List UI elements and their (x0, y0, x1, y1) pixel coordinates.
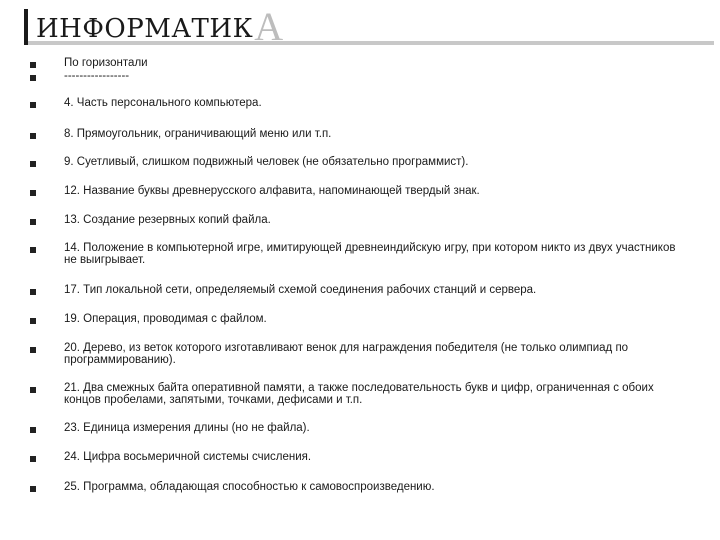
list-item-heading (30, 57, 700, 69)
list-item (30, 481, 700, 493)
slide-title-accent-letter: А (254, 4, 284, 49)
list-item (30, 185, 700, 197)
list-item (30, 284, 700, 296)
clue-text: 24. Цифра восьмеричной системы счисления. (64, 451, 312, 463)
section-separator: ----------------- (64, 70, 130, 82)
bullet-icon (30, 318, 36, 324)
bullet-icon (30, 190, 36, 196)
list-item (30, 451, 700, 463)
bullet-icon (30, 427, 36, 433)
clue-text: 25. Программа, обладающая способностью к самовоспроизведению. (64, 481, 435, 493)
list-item (30, 128, 700, 140)
clue-text: 13. Создание резервных копий файла. (64, 214, 271, 226)
bullet-icon (30, 133, 36, 139)
clue-text: 12. Название буквы древнерусского алфавита, напоминающей твердый знак. (64, 185, 480, 197)
list-item (30, 156, 700, 168)
list-item (30, 214, 700, 226)
bullet-icon (30, 247, 36, 253)
clue-text: 23. Единица измерения длины (но не файла). (64, 422, 310, 434)
clue-text: 21. Два смежных байта оперативной памяти, а также последовательность букв и цифр, ограниченная с обоих концов пробелами, запятыми, точками, дефисами и т.п. (64, 382, 654, 406)
clue-text: 19. Операция, проводимая с файлом. (64, 313, 267, 325)
bullet-icon (30, 219, 36, 225)
bullet-icon (30, 75, 36, 81)
clue-text: 17. Тип локальной сети, определяемый схемой соединения рабочих станций и сервера. (64, 284, 537, 296)
bullet-icon (30, 486, 36, 492)
list-item (30, 313, 700, 325)
slide-title-main: ИНФОРМАТИК (36, 14, 254, 44)
list-item-separator (30, 70, 700, 82)
list-item (30, 342, 700, 366)
clue-text: 8. Прямоугольник, ограничивающий меню или т.п. (64, 128, 332, 140)
bullet-icon (30, 161, 36, 167)
list-item (30, 422, 700, 434)
bullet-icon (30, 456, 36, 462)
bullet-icon (30, 62, 36, 68)
list-item (30, 242, 700, 266)
bullet-icon (30, 347, 36, 353)
clue-text: 4. Часть персонального компьютера. (64, 97, 262, 109)
list-item (30, 97, 700, 109)
clue-text: 9. Суетливый, слишком подвижный человек (не обязательно программист). (64, 156, 469, 168)
bullet-icon (30, 387, 36, 393)
clue-text: 20. Дерево, из веток которого изготавливают венок для награждения победителя (не только олимпиад по программированию). (64, 342, 629, 366)
section-heading: По горизонтали (64, 57, 148, 69)
bullet-icon (30, 102, 36, 108)
bullet-icon (30, 289, 36, 295)
clue-text: 14. Положение в компьютерной игре, имитирующей древнеиндийскую игру, при котором никто из двух участников не выигрывает. (64, 242, 676, 266)
list-item (30, 382, 700, 406)
